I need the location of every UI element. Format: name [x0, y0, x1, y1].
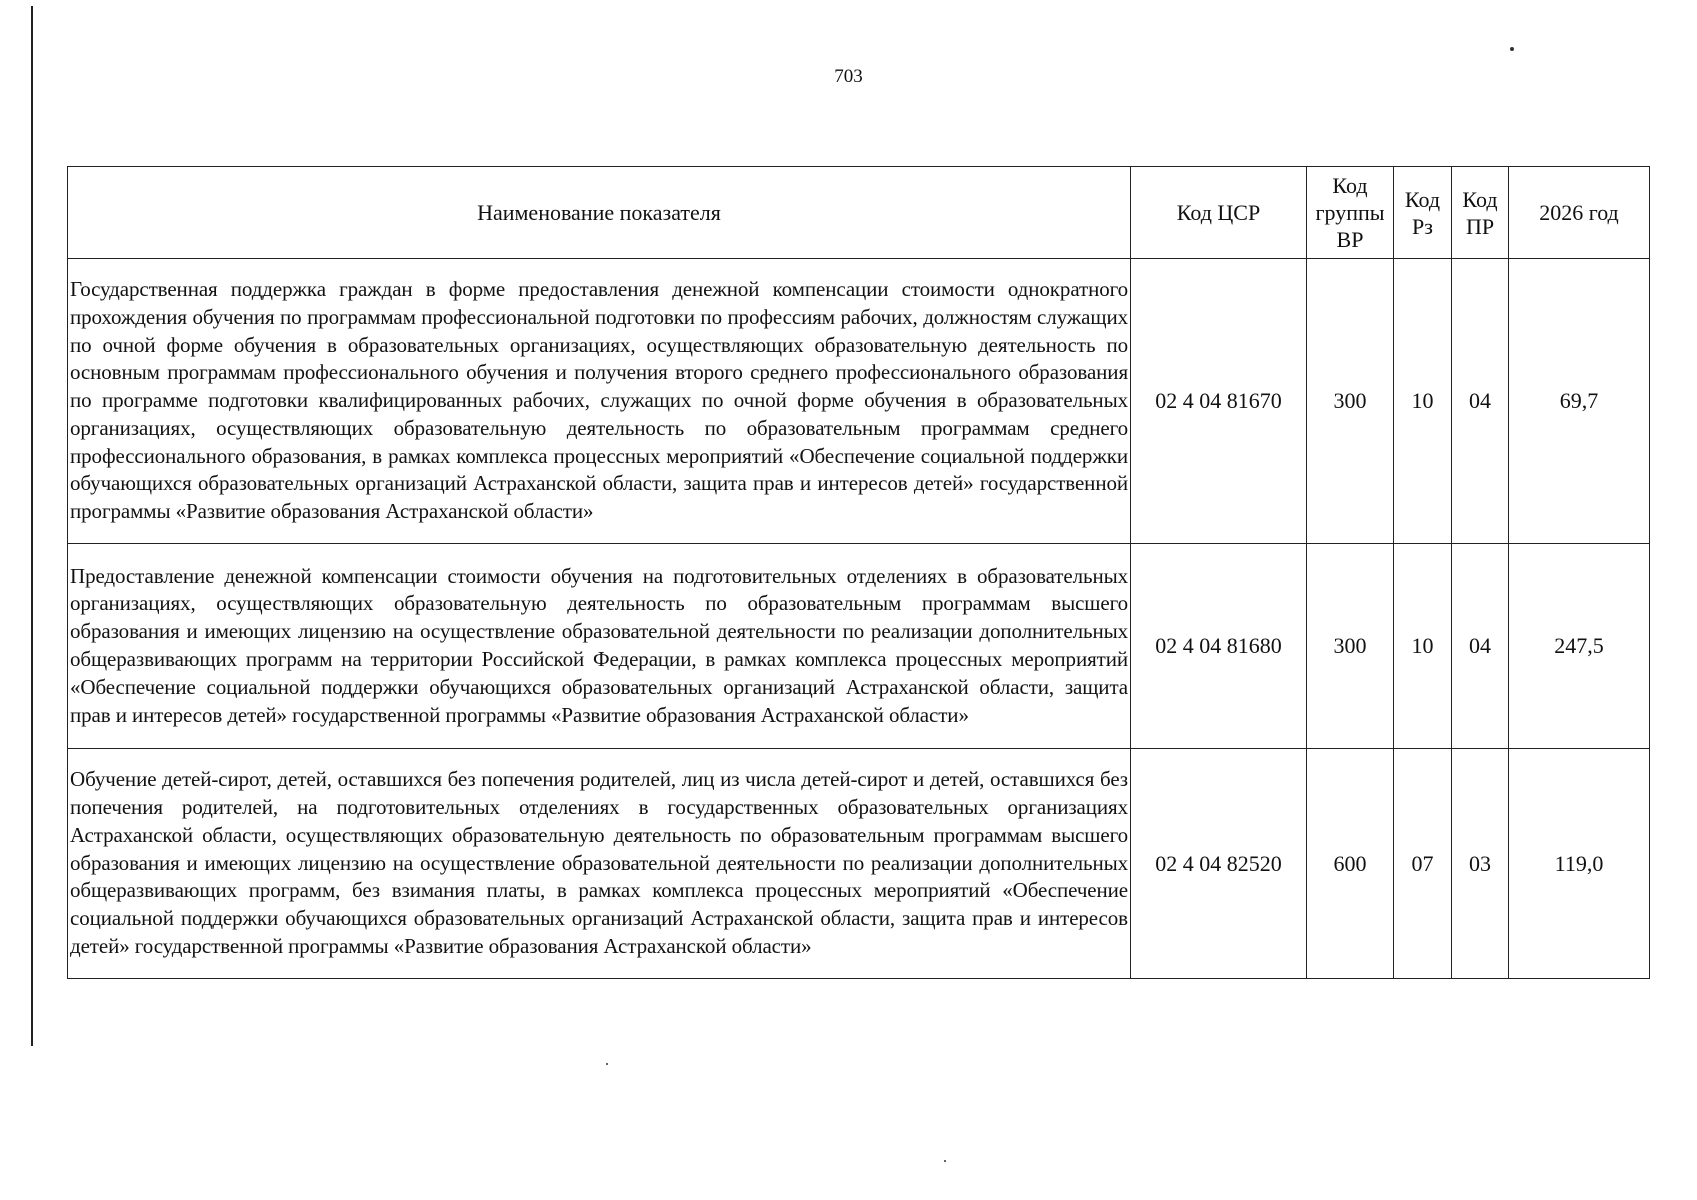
- table-row: [68, 544, 1650, 749]
- header-year: 2026 год: [1509, 167, 1650, 259]
- row-vr-code: 300: [1307, 259, 1394, 544]
- table-row: [68, 259, 1650, 544]
- row-value: 247,5: [1509, 544, 1650, 749]
- row-value: 119,0: [1509, 749, 1650, 979]
- header-vr-code: Код группы ВР: [1307, 167, 1394, 259]
- scan-speck: [606, 1063, 608, 1065]
- row-rz-code: 10: [1394, 259, 1452, 544]
- row-csr-code: 02 4 04 81670: [1131, 259, 1307, 544]
- page-number: 703: [834, 66, 863, 87]
- row-name: Предоставление денежной компенсации стоимости обучения на подготовительных отделениях в образовательных организациях, осуществляющих образовательную деятельность по образовательным программам высшего образования и имеющих лицензию на осуществление образовательной деятельности по реализации дополнительных общеразвивающих программ на территории Российской Федерации, в рамках комплекса процессных мероприятий «Обеспечение социальной поддержки обучающихся образовательных организаций Астраханской области, защита прав и интересов детей» государственной программы «Развитие образования Астраханской области»: [68, 544, 1131, 749]
- table-row: [68, 749, 1650, 979]
- row-pr-code: 04: [1452, 259, 1509, 544]
- row-name: Обучение детей-сирот, детей, оставшихся без попечения родителей, лиц из числа детей-сирот и детей, оставшихся без попечения родителей, на подготовительных отделениях в государственных образовательных организациях Астраханской области, осуществляющих образовательную деятельность по образовательным программам высшего образования и имеющих лицензию на осуществление образовательной деятельности по реализации дополнительных общеразвивающих программ, без взимания платы, в рамках комплекса процессных мероприятий «Обеспечение социальной поддержки обучающихся образовательных организаций Астраханской области, защита прав и интересов детей» государственной программы «Развитие образования Астраханской области»: [68, 749, 1131, 979]
- row-vr-code: 300: [1307, 544, 1394, 749]
- row-vr-code: 600: [1307, 749, 1394, 979]
- left-margin-line: [31, 6, 33, 1046]
- header-pr-code: Код ПР: [1452, 167, 1509, 259]
- row-value: 69,7: [1509, 259, 1650, 544]
- row-name: Государственная поддержка граждан в форме предоставления денежной компенсации стоимости однократного прохождения обучения по программам профессиональной подготовки по профессиям рабочих, должностям служащих по очной форме обучения в образовательных организациях, осуществляющих образовательную деятельность по основным программам профессионального обучения и получения второго среднего профессионального образования по программе подготовки квалифицированных рабочих, служащих по очной форме обучения в образовательных организациях, осуществляющих образовательную деятельность по образовательным программам среднего профессионального образования, в рамках комплекса процессных мероприятий «Обеспечение социальной поддержки обучающихся образовательных организаций Астраханской области, защита прав и интересов детей» государственной программы «Развитие образования Астраханской области»: [68, 259, 1131, 544]
- header-csr-code: Код ЦСР: [1131, 167, 1307, 259]
- row-rz-code: 10: [1394, 544, 1452, 749]
- table-header-row: [68, 167, 1650, 259]
- header-rz-code: Код Рз: [1394, 167, 1452, 259]
- row-pr-code: 04: [1452, 544, 1509, 749]
- budget-table: [67, 166, 1650, 979]
- row-csr-code: 02 4 04 81680: [1131, 544, 1307, 749]
- row-csr-code: 02 4 04 82520: [1131, 749, 1307, 979]
- scan-speck: [944, 1160, 946, 1162]
- scan-speck: [1510, 47, 1514, 51]
- row-pr-code: 03: [1452, 749, 1509, 979]
- header-name: Наименование показателя: [68, 167, 1131, 259]
- row-rz-code: 07: [1394, 749, 1452, 979]
